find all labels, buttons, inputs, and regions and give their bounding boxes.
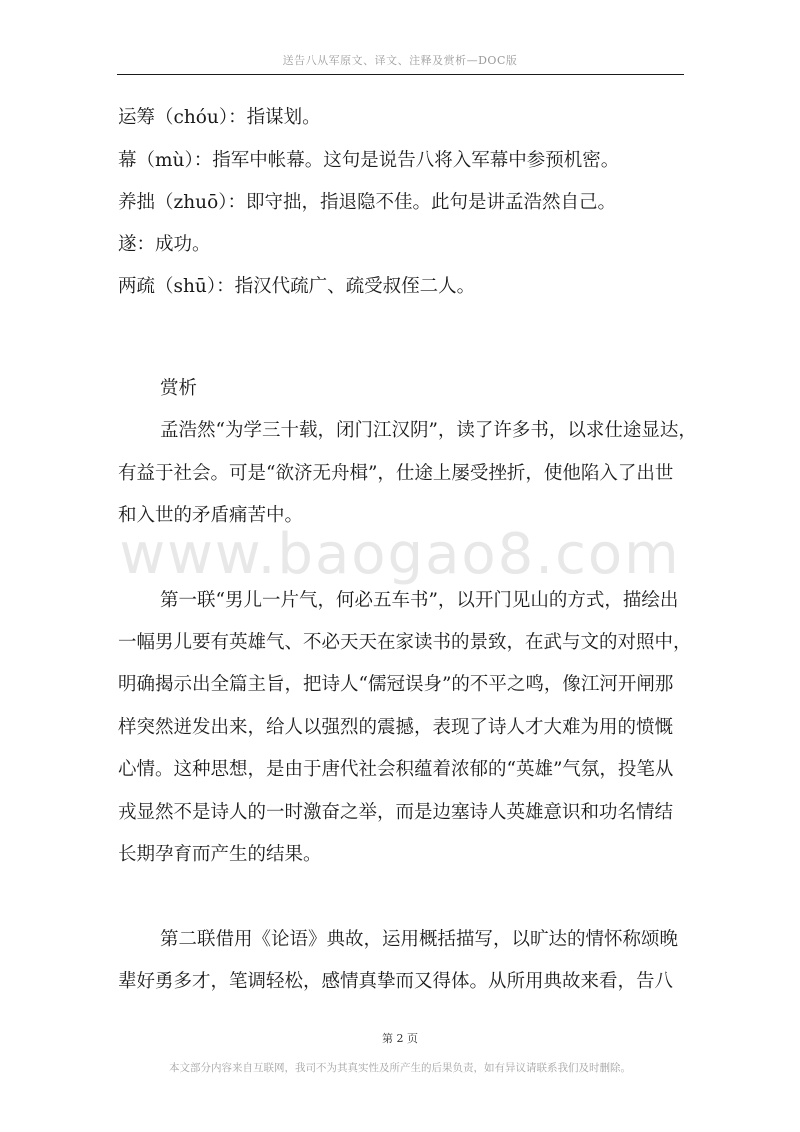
watermark: www.baogao8.com (119, 522, 681, 587)
paragraph-line: 有益于社会。可是“欲济无舟楫”，仕途上屡受挫折，使他陷入了出世 (118, 463, 674, 484)
paragraph-line: 心情。这种思想，是由于唐代社会积蕴着浓郁的“英雄”气氛，投笔从 (118, 759, 674, 780)
paragraph-line: 第一联“男儿一片气，何必五车书”，以开门见山的方式，描绘出 (160, 590, 679, 611)
paragraph-line: 一幅男儿要有英雄气、不必天天在家读书的景致，在武与文的对照中， (118, 632, 692, 653)
paragraph-line: 辈好勇多才，笔调轻松，感情真挚而又得体。从所用典故来看，告八 (118, 971, 674, 992)
section-heading: 赏析 (160, 378, 198, 399)
page-header: 送告八从军原文、译文、注释及赏析—DOC版 (282, 54, 518, 67)
note-line: 运筹（chóu）：指谋划。 (118, 107, 321, 128)
paragraph-line: 样突然迸发出来，给人以强烈的震撼，表现了诗人才大难为用的愤慨 (118, 717, 674, 738)
header-divider (117, 74, 684, 75)
note-line: 两疏（shū）：指汉代疏广、疏受叔侄二人。 (118, 276, 476, 297)
page-number: 第 2 页 (382, 1032, 418, 1045)
paragraph-line: 第二联借用《论语》典故，运用概括描写，以旷达的情怀称颂晚 (160, 929, 679, 950)
paragraph-line: 明确揭示出全篇主旨，把诗人“儒冠误身”的不平之鸣，像江河开闸那 (118, 674, 674, 695)
note-line: 养拙（zhuō）：即守拙，指退隐不佳。此句是讲孟浩然自己。 (118, 192, 616, 213)
paragraph-line: 和入世的矛盾痛苦中。 (118, 505, 304, 526)
note-line: 遂：成功。 (118, 234, 211, 255)
note-line: 幕（mù）：指军中帐幕。这句是说告八将入军幕中参预机密。 (118, 150, 620, 171)
paragraph-line: 孟浩然“为学三十载，闭门江汉阴”，读了许多书，以求仕途显达， (160, 420, 697, 441)
paragraph-line: 长期孕育而产生的结果。 (118, 844, 322, 865)
paragraph-line: 戎显然不是诗人的一时激奋之举，而是边塞诗人英雄意识和功名情结 (118, 802, 674, 823)
footer-disclaimer: 本文部分内容来自互联网，我司不为其真实性及所产生的后果负责，如有异议请联系我们及时删除。 (169, 1062, 631, 1074)
